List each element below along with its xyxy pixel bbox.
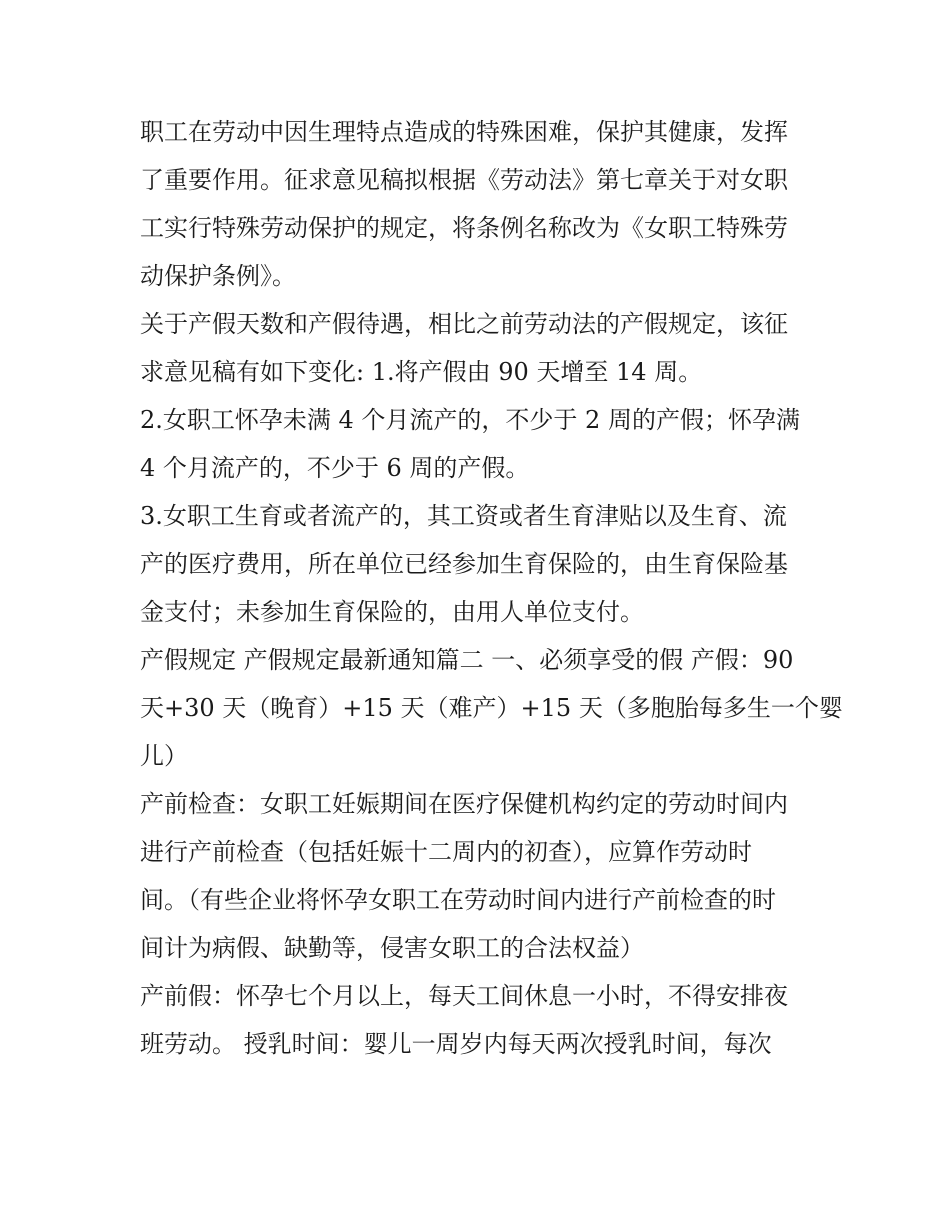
text-line: 2.女职工怀孕未满 4 个月流产的，不少于 2 周的产假；怀孕满 <box>140 406 800 434</box>
text-line: 天+30 天（晚育）+15 天（难产）+15 天（多胞胎每多生一个婴 <box>140 694 843 722</box>
text-line: 进行产前检查（包括妊娠十二周内的初查），应算作劳动时 <box>140 838 752 866</box>
text-line: 求意见稿有如下变化: 1.将产假由 90 天增至 14 周。 <box>140 358 703 386</box>
text-line: 动保护条例》。 <box>140 262 296 290</box>
text-line: 间。（有些企业将怀孕女职工在劳动时间内进行产前检查的时 <box>140 886 776 914</box>
text-line: 班劳动。 授乳时间：婴儿一周岁内每天两次授乳时间，每次 <box>140 1030 772 1058</box>
text-line: 间计为病假、缺勤等，侵害女职工的合法权益） <box>140 934 644 962</box>
text-line: 产前检查：女职工妊娠期间在医疗保健机构约定的劳动时间内 <box>140 790 788 818</box>
text-line: 儿） <box>140 742 188 770</box>
text-line: 3.女职工生育或者流产的，其工资或者生育津贴以及生育、流 <box>140 502 787 530</box>
document-body <box>140 108 843 1068</box>
text-line: 金支付；未参加生育保险的，由用人单位支付。 <box>140 598 644 626</box>
text-line: 职工在劳动中因生理特点造成的特殊困难，保护其健康，发挥 <box>140 118 788 146</box>
text-line: 4 个月流产的，不少于 6 周的产假。 <box>140 454 530 482</box>
text-line: 了重要作用。征求意见稿拟根据《劳动法》第七章关于对女职 <box>140 166 788 194</box>
text-line: 产前假：怀孕七个月以上，每天工间休息一小时，不得安排夜 <box>140 982 788 1010</box>
text-line: 产的医疗费用，所在单位已经参加生育保险的，由生育保险基 <box>140 550 788 578</box>
text-line: 产假规定 产假规定最新通知篇二 一、必须享受的假 产假：90 <box>140 646 794 674</box>
text-line: 工实行特殊劳动保护的规定，将条例名称改为《女职工特殊劳 <box>140 214 788 242</box>
text-line: 关于产假天数和产假待遇，相比之前劳动法的产假规定，该征 <box>140 310 788 338</box>
